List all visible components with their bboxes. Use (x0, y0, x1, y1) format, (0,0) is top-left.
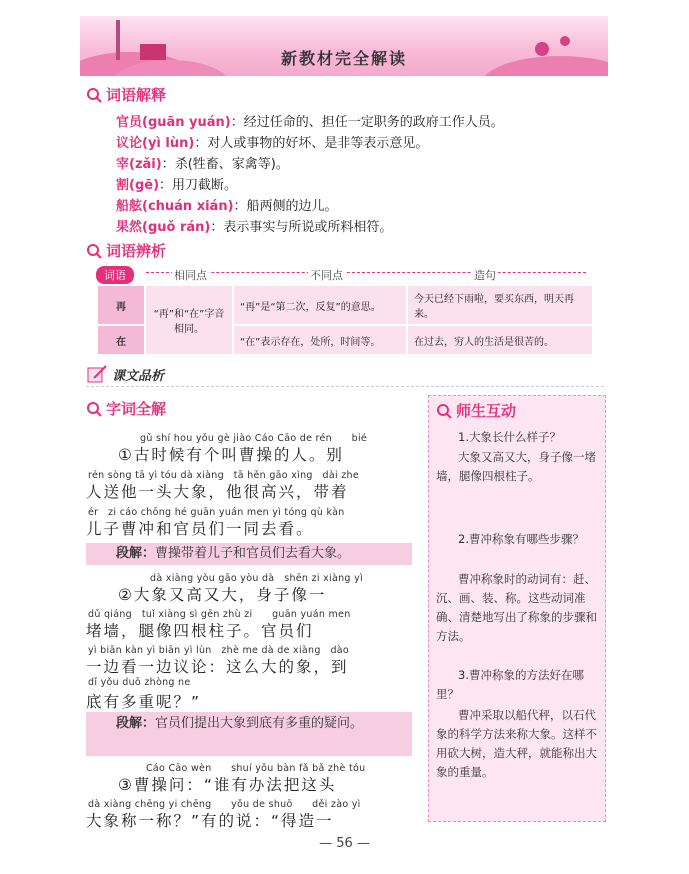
magnifier-icon (86, 87, 102, 103)
glossary-item (116, 132, 428, 151)
discrimination-table (96, 284, 594, 356)
section-main-heading (86, 398, 166, 419)
glossary-def: ：对人或事物的好坏、是非等表示意见。 (194, 136, 429, 151)
text-line: 儿子曹冲和官员们一同去看。 (86, 520, 314, 538)
magnifier-icon (86, 243, 102, 259)
side-heading (436, 400, 516, 421)
pinyin-line: ér zi cáo chōng hé guān yuán men yì tóng qù kàn (88, 507, 345, 518)
text-line: ①古时候有个叫曹操的人。别 (118, 446, 344, 464)
flower-icon (560, 36, 570, 46)
page-number: — 56 — (319, 836, 370, 851)
table-cell-example: 在过去，穷人的生活是很苦的。 (407, 325, 593, 355)
table-cell-diff: “在”表示存在，处所，时间等。 (233, 325, 407, 355)
section-glossary-heading (86, 84, 166, 105)
magnifier-icon (86, 401, 102, 417)
question: 1.大象长什么样子？ (458, 430, 561, 444)
text-line: ③曹操问：“谁有办法把这头 (118, 776, 337, 794)
glossary-def: ：表示事实与所说或所料相符。 (210, 220, 393, 235)
header-dashed-line (146, 272, 586, 273)
pinyin-line: dǐ yǒu duō zhòng ne (88, 677, 191, 688)
answer: 曹冲称象时的动词有：赶、沉、画、装、称。这些动词准确、清楚地写出了称象的步骤和方法。 (436, 572, 597, 643)
magnifier-icon (436, 403, 452, 419)
pinyin-line: Cáo Cāo wèn shuí yǒu bàn fǎ bǎ zhè tóu (146, 763, 366, 774)
table-header-row (96, 266, 594, 284)
table-row (97, 285, 593, 325)
glossary-term: 割(gē) (116, 178, 160, 193)
analysis-banner (86, 364, 164, 384)
answer: 大象又高又大，身子像一堵墙，腿像四根柱子。 (436, 450, 596, 483)
glossary-item (116, 195, 338, 214)
paragraph-note (86, 543, 412, 565)
glossary-term: 官员(guān yuán) (116, 115, 231, 130)
analysis-banner-label: 课文品析 (112, 368, 165, 384)
table-cell-word: 在 (97, 325, 145, 355)
glossary-def: ：杀(牲畜、家禽等)。 (161, 157, 289, 172)
glossary-item (116, 174, 237, 193)
table-cell-example: 今天已经下雨啦，要买东西，明天再来。 (407, 285, 593, 325)
glossary-term: 果然(guǒ rán) (116, 220, 211, 235)
glossary-term: 船舷(chuán xián) (116, 199, 234, 214)
text-line: 堵墙，腿像四根柱子。官员们 (86, 622, 314, 640)
pinyin-line: yì biān kàn yì biān yì lùn zhè me dà de xiàng dào (88, 645, 350, 656)
glossary-def: ：船两侧的边儿。 (233, 199, 338, 214)
pinyin-line: dǔ qiáng tuǐ xiàng sì gēn zhù zi guān yuán men (88, 609, 351, 620)
discrimination-title: 词语辨析 (106, 242, 167, 260)
note-label: 段解： (116, 546, 156, 561)
text-line: 人送他一头大象，他很高兴，带着 (86, 483, 349, 501)
page-header-title: 新教材完全解读 (280, 49, 407, 68)
pencil-paper-icon (86, 364, 108, 384)
question: 3.曹冲称象的方法好在哪里？ (436, 668, 584, 701)
text-line: 大象称一称？”有的说：“得造一 (86, 812, 334, 830)
col-example: 造句 (474, 269, 496, 282)
glossary-item (116, 111, 504, 130)
pinyin-line: dà xiàng yòu gāo yòu dà shēn zi xiàng yì (150, 573, 363, 584)
glossary-item (116, 153, 289, 172)
note-text: 官员们提出大象到底有多重的疑问。 (155, 716, 364, 731)
glossary-term: 议论(yì lùn) (116, 136, 195, 151)
section-discrimination-heading (86, 240, 166, 261)
table-cell-diff: “再”是“第二次，反复”的意思。 (233, 285, 407, 325)
glossary-title: 词语解释 (106, 86, 167, 104)
pinyin-line: rén sòng tā yì tóu dà xiàng tā hěn gāo xìng dài zhe (88, 470, 359, 481)
text-line: ②大象又高又大，身子像一 (118, 586, 327, 604)
question: 2.曹冲称象有哪些步骤？ (458, 532, 584, 546)
col-word: 词语 (96, 266, 134, 284)
table-cell-same: “再”和“在”字音相同。 (145, 285, 233, 355)
table-cell-word: 再 (97, 285, 145, 325)
note-label: 段解： (116, 716, 156, 731)
glossary-def: ：经过任命的、担任一定职务的政府工作人员。 (230, 115, 504, 130)
pinyin-line: gǔ shí hou yǒu gè jiào Cáo Cāo de rén bié (140, 433, 368, 444)
col-same: 相同点 (174, 269, 207, 282)
text-line: 底有多重呢？” (86, 693, 202, 711)
glossary-item (116, 216, 392, 235)
glossary-def: ：用刀截断。 (159, 178, 238, 193)
glossary-term: 宰(zǎi) (116, 157, 162, 172)
answer: 曹冲采取以船代秤，以石代象的科学方法来称大象。这样不用砍大树，造大秤，就能称出大象的重量。 (436, 708, 597, 779)
pinyin-line: dà xiàng chēng yi chēng yǒu de shuō děi zào yì (88, 799, 361, 810)
divider (86, 386, 604, 387)
main-title: 字词全解 (106, 400, 167, 418)
paragraph-note (86, 712, 412, 756)
header-banner (80, 16, 608, 76)
note-text: 曹操带着儿子和官员们去看大象。 (155, 546, 351, 561)
side-title: 师生互动 (456, 402, 517, 420)
col-diff: 不同点 (310, 269, 343, 282)
text-line: 一边看一边议论：这么大的象，到 (86, 658, 349, 676)
